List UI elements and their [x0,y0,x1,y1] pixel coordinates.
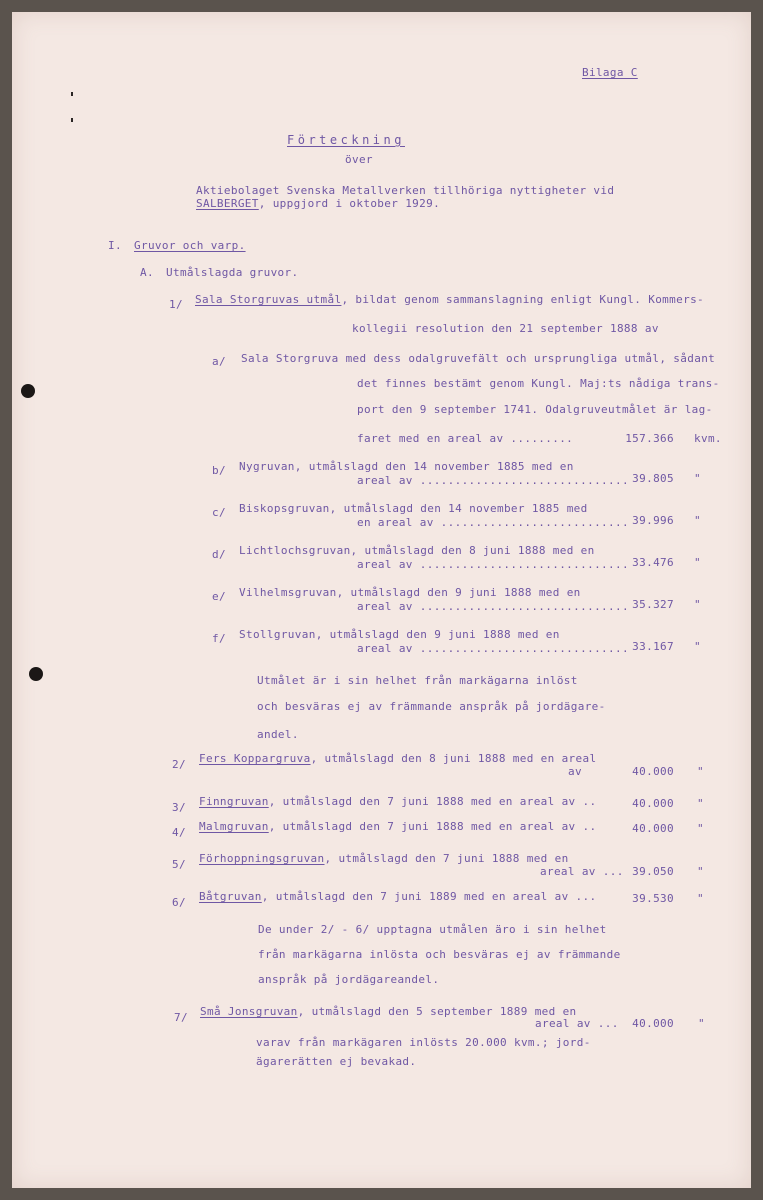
section-number: I. [108,239,122,252]
punch-hole [29,667,43,681]
area-value: 33.167 [632,640,674,653]
subitem-line: areal av .............................. [357,600,629,613]
subitem-label: c/ [212,506,226,519]
area-value: 35.327 [632,598,674,611]
area-value: 157.366 [625,432,674,445]
item-line: areal av ... [535,1017,619,1030]
subitem-line: en areal av ........................... [357,516,629,529]
note-line: varav från markägaren inlösts 20.000 kvm.; jord- [256,1036,591,1049]
item-line: av [568,765,582,778]
area-unit: " [694,598,701,611]
subitem-line: Sala Storgruva med dess odalgruvefält och ursprungliga utmål, sådant [241,352,716,365]
area-unit: " [697,865,704,878]
subitem-label: a/ [212,355,226,368]
item-line: Sala Storgruvas utmål, bildat genom sammanslagning enligt Kungl. Kommers- [195,293,705,306]
area-unit: " [697,797,704,810]
note-line: från markägarna inlösta och besväras ej av främmande [258,948,621,961]
subitem-line: areal av .............................. [357,474,629,487]
subitem-label: b/ [212,464,226,477]
subitem-label: d/ [212,548,226,561]
item-line: kollegii resolution den 21 september 1888 av [352,322,659,335]
area-unit: " [697,822,704,835]
subitem-line: port den 9 september 1741. Odalgruveutmålet är lag- [357,403,713,416]
item-line: areal av ... [540,865,624,878]
item-line: Fers Koppargruva, utmålslagd den 8 juni 1888 med en areal [199,752,597,765]
subtitle-line-1: Aktiebolaget Svenska Metallverken tillhöriga nyttigheter vid [196,184,615,197]
area-value: 40.000 [632,797,674,810]
item-line: Malmgruvan, utmålslagd den 7 juni 1888 med en areal av .. [199,820,597,833]
area-value: 39.996 [632,514,674,527]
ink-mark [71,118,73,122]
subsection-heading: Utmålslagda gruvor. [166,266,299,279]
area-value: 39.050 [632,865,674,878]
note-line: De under 2/ - 6/ upptagna utmålen äro i sin helhet [258,923,607,936]
note-line: anspråk på jordägareandel. [258,973,440,986]
area-value: 40.000 [632,822,674,835]
item-line: Små Jonsgruvan, utmålslagd den 5 september 1889 med en [200,1005,577,1018]
page-title: Förteckning [287,133,405,147]
area-value: 33.476 [632,556,674,569]
area-unit: " [694,640,701,653]
punch-hole [21,384,35,398]
note-line: och besväras ej av främmande anspråk på jordägare- [257,700,606,713]
subitem-line: Vilhelmsgruvan, utmålslagd den 9 juni 1888 med en [239,586,581,599]
note-line: andel. [257,728,299,741]
area-unit: " [697,765,704,778]
item-number: 2/ [172,758,186,771]
section-heading: Gruvor och varp. [134,239,246,252]
item-number: 7/ [174,1011,188,1024]
area-value: 40.000 [632,1017,674,1030]
note-line: ägarerätten ej bevakad. [256,1055,417,1068]
area-unit: " [698,1017,705,1030]
item-line: Båtgruvan, utmålslagd den 7 juni 1889 med en areal av ... [199,890,597,903]
item-number: 1/ [169,298,183,311]
area-unit: " [694,556,701,569]
area-unit: " [697,892,704,905]
item-line: Förhoppningsgruvan, utmålslagd den 7 juni 1888 med en [199,852,569,865]
area-unit: kvm. [694,432,722,445]
area-unit: " [694,514,701,527]
ink-mark [71,92,73,96]
item-number: 3/ [172,801,186,814]
subitem-label: f/ [212,632,226,645]
area-value: 40.000 [632,765,674,778]
subitem-line: faret med en areal av ......... [357,432,574,445]
subsection-letter: A. [140,266,154,279]
item-number: 6/ [172,896,186,909]
subitem-line: Stollgruvan, utmålslagd den 9 juni 1888 med en [239,628,560,641]
item-line: Finngruvan, utmålslagd den 7 juni 1888 med en areal av .. [199,795,597,808]
subitem-line: areal av .............................. [357,642,629,655]
appendix-label: Bilaga C [582,66,638,79]
subitem-line: det finnes bestämt genom Kungl. Maj:ts nådiga trans- [357,377,720,390]
item-number: 5/ [172,858,186,871]
note-line: Utmålet är i sin helhet från markägarna inlöst [257,674,578,687]
subitem-line: Nygruvan, utmålslagd den 14 november 1885 med en [239,460,574,473]
subitem-line: Biskopsgruvan, utmålslagd den 14 november 1885 med [239,502,588,515]
title-over: över [345,153,373,166]
item-number: 4/ [172,826,186,839]
area-value: 39.530 [632,892,674,905]
subitem-line: Lichtlochsgruvan, utmålslagd den 8 juni 1888 med en [239,544,595,557]
subitem-label: e/ [212,590,226,603]
subtitle-line-2: SALBERGET, uppgjord i oktober 1929. [196,197,441,210]
area-unit: " [694,472,701,485]
area-value: 39.805 [632,472,674,485]
subitem-line: areal av .............................. [357,558,629,571]
